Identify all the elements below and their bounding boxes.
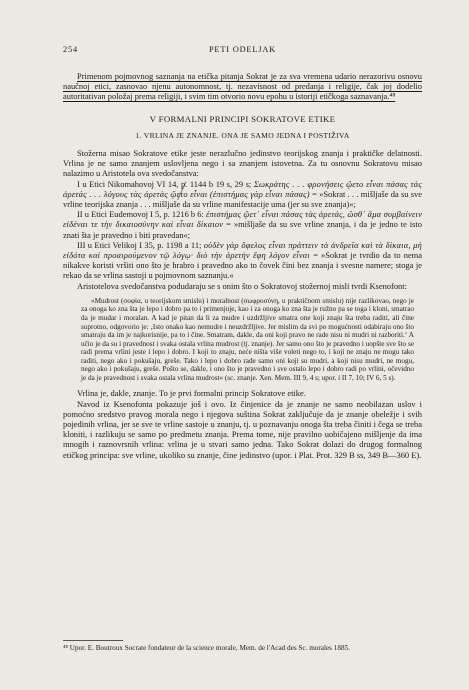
quote-3-translation: = »Sokrat je tvrdio da to nema nikakve koristi vršiti ono što je hrabro i pravedno ako to čovek čini bez znanja i svesne namere; stoga je rekao da se vrlina sastoji u pojmovnom saznanju.«	[63, 250, 422, 281]
main-text	[63, 71, 422, 460]
quote-1-lead: I u Etici Nikomahovoj VI 14, p. 1144 b 19 s, 29 s;	[77, 178, 252, 189]
paragraph-3: Vrlina je, dakle, znanje. To je prvi formalni princip Sokratove etike.	[77, 388, 306, 399]
paragraph-2: Aristotelova svedočanstva podudaraju se s onim što o Sokratovoj stožernoj misli tvrdi Ksenofont:	[77, 280, 407, 291]
section-title: V FORMALNI PRINCIPI SOKRATOVE ETIKE	[149, 113, 336, 124]
running-title: PETI ODELJAK	[208, 45, 277, 54]
footnote: ⁴⁸ Upor. E. Boutroux Socrate fondateur de la science morale, Mem. de l'Acad des Sc. morales 1885.	[63, 640, 422, 653]
paragraph-1: Stožerna misao Sokratove etike jeste nerazlučno jedinstvo teorijskog znanja i praktičke delatnosti. Vrlina je ne samo znanjem uslovljena nego i sa znanjem istovetna. Za tu osnovnu Sokratovu misao nalazimo u Aristotela ova svedočanstva:	[63, 148, 422, 179]
quote-1-translation: = »Sokrat . . . mišljaše da su sve vrline teorijska znanja . . . mišljaše da su vrline manifestacije uma (jer su sve znanja)«;	[63, 188, 423, 210]
page-number: 254	[63, 45, 78, 54]
quote-2	[63, 209, 422, 240]
quote-3	[63, 240, 422, 281]
quote-1-greek: Σωκράτης . . . φρονήσεις ᾤετο εἶναι πάσας τὰς ἀρετάς . . . λόγους τὰς ἀρετὰς ᾤετο εἶναι (ἐπιστήμας γὰρ εἶναι πάσας)	[63, 178, 423, 199]
running-head	[63, 45, 422, 57]
xenophon-blockquote: »Mudrost (σοφία, u teorijskom smislu) i moralnost (σωφροσύνη, u praktičnom smislu) nije razlikovao, nego je za onoga ko zna šta je lepo i dobro pa to i primenjuje, kao i za onoga ko zna šta je ružno pa se toga i kloni, smatrao da je mudar i moralan. A kad je pitan da li za mudre i uzdržljive smatra one koji znaju šta treba raditi, ali čine suprotno, odgovorio je: ‚Isto onako kao nemudre i neuzdržljive. Jer mislim da svi po mogućnosti odabiraju ono što smatraju da im je najkorisnije, pa to i čine. Smatram, dakle, da oni koji pravo ne rade nisu ni mudri ni razboriti.‘ A učio je da su i pravednost i svaka ostala vrlina mudrost (tj. znanje). Jer samo ono što je pravedno i uopšte sve što se radi prema vrlini jeste i lepo i dobro. I koji to znaju, neće ništa više voleti nego to, i koji ne znaju ne mogu tako raditi, nego ako i pokušaju, greše. Tako i lepo i dobro rade samo oni koji su mudri, a koji nisu mudri, ne mogu, nego ako i pokušaju, greše. Pošto se, dakle, i ono što je pravedno i sve ostalo lepo i dobro radi po vrlini, očevidno je da je pravednost i svaka ostala vrlina mudrost« (sc. znanje. Xen. Mem. III 9, 4 s; upor. i II 7, 10; IV 6, 5 s).	[81, 296, 414, 382]
quote-2-translation: = »mišljaše da su sve vrline znanja, i da je jedno te isto znati šta je pravedno i biti pravedan«;	[63, 219, 422, 240]
quote-3-greek: οὐδὲν γὰρ ὄφελος εἶναι πράττειν τὰ ἀνδρεῖα καὶ τὰ δίκαια, μὴ εἰδότα καὶ προαιρούμενον τῷ λόγῳ· διὸ τὴν ἀρετὴν ἔφη λόγον εἶναι	[63, 239, 423, 261]
intro-paragraph: Primenom pojmovnog saznanja na etička pitanja Sokrat je za sva vremena udario nerazorivu osnovu naučnoj etici, zasnovao njenu autonomnost, tj. nezavisnost od predanja i religije, čak joj dodelio autoritativan položaj prema religiji, i svim tim otvorio novu epohu u istoriji etičkoga saznavanja.⁴⁸	[63, 71, 422, 102]
quote-2-lead: II u Etici Eudemovoj I 5, p. 1216 b 6:	[77, 209, 204, 220]
paragraph-4: Navod iz Ksenofonta pokazuje još i ovo. Iz činjenice da je znanje ne samo neobilazan uslov i pomoćno sredstvo pravog morala nego i njegova suština Sokrat zaključuje da je znanje obeležje i svih pojedinih vrlina, jer se sve te vrline sastoje u znanju, tj. u poznavanju onoga šta treba činiti i čega se treba kloniti, i razlikuju se samo po predmetu znanja. Prema tome, nije pravilno uobičajeno mišljenje da ima mnogih i raznovrsnih vrlina: vrlina je u stvari samo jedna. Tako Sokrat dolazi do drugog formalnog etičkog principa: sve vrline, ukoliko su znanje, čine jedinstvo (upor. i Plat. Prot. 329 B ss, 349 B—360 E).	[63, 398, 422, 460]
quote-3-lead: III u Etici Velikoj I 35, p. 1198 a 11;	[77, 239, 202, 250]
quote-1	[63, 179, 422, 210]
subsection-title: 1. VRLINA JE ZNANJE. ONA JE SAMO JEDNA I POSTIŽIVA	[135, 130, 350, 140]
quote-2-greek: ἐπιστήμας ᾤετ᾽ εἶναι πάσας τὰς ἀρετάς, ὥσθ᾽ ἅμα συμβαίνειν εἰδέναι τε τὴν δικαιοσύνην καὶ εἶναι δίκαιον	[63, 209, 423, 230]
